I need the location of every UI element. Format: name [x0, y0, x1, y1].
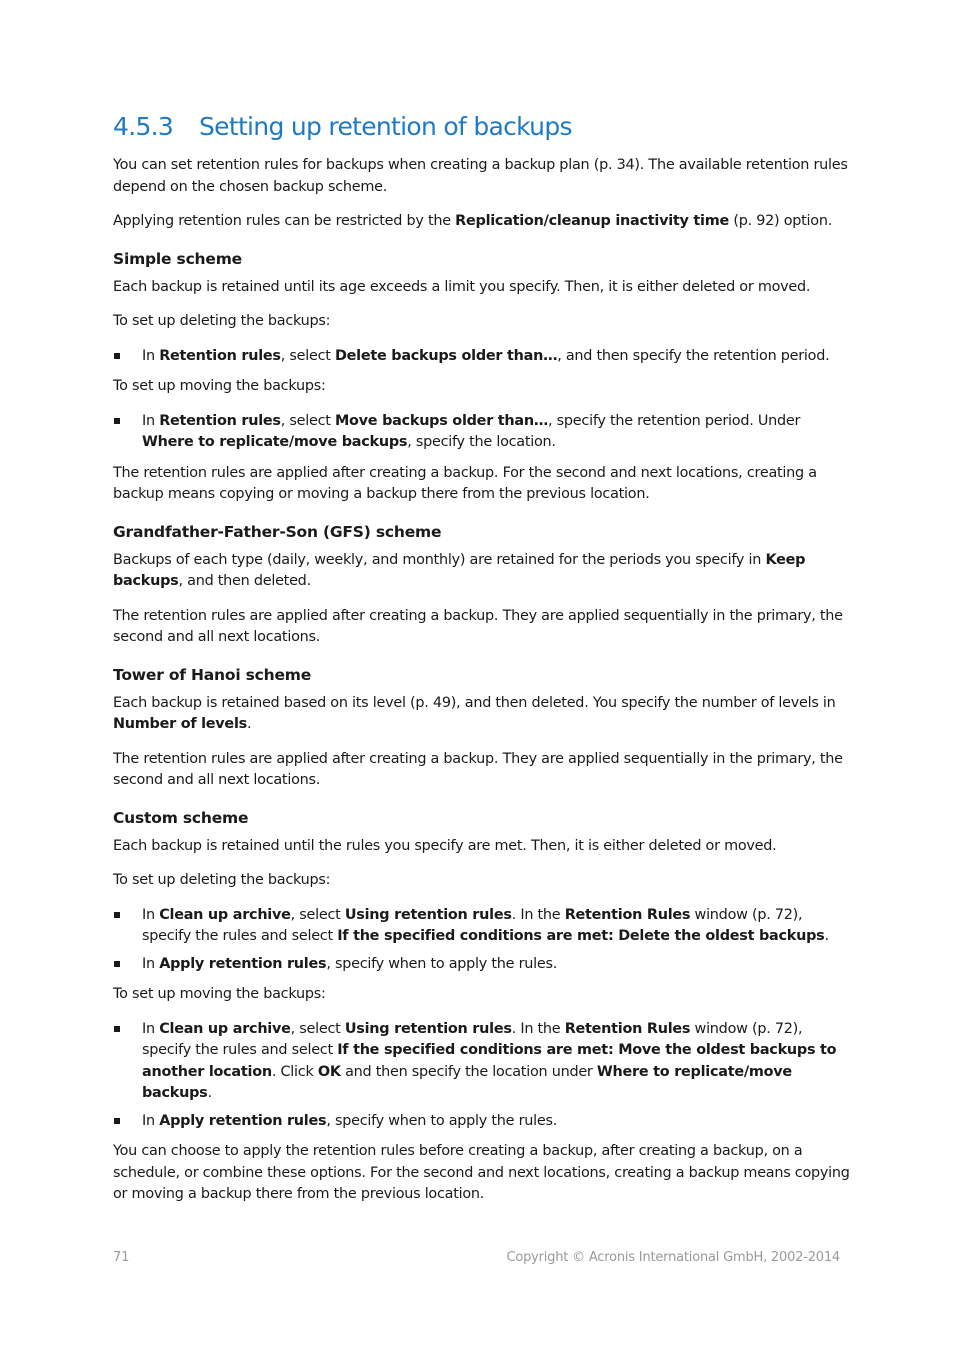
bold-text: Using retention rules	[344, 906, 512, 923]
subsection-heading: Grandfather-Father-Son (GFS) scheme	[113, 522, 442, 541]
bold-text: Retention Rules	[564, 906, 691, 923]
text-run: You can set retention rules for backups when creating a backup plan (p. 34). The available retention rules depend on the chosen backup scheme.	[113, 157, 848, 195]
text-run: Each backup is retained until its age exceeds a limit you specify. Then, it is either deleted or moved.	[113, 278, 811, 295]
paragraph	[113, 606, 853, 649]
text-run: , and then specify the retention period.	[557, 347, 830, 364]
list-item	[113, 1019, 853, 1105]
text-run: .	[207, 1085, 212, 1101]
text-run: In	[142, 412, 160, 429]
bold-text: Apply retention rules	[159, 1112, 327, 1129]
text-run: .	[246, 716, 252, 732]
bold-text: Clean up archive	[159, 906, 291, 923]
bold-text: Clean up archive	[159, 1020, 291, 1037]
text-run: In	[142, 1020, 160, 1037]
bold-text: Number of levels	[113, 716, 247, 732]
bold-text: Replication/cleanup inactivity time	[455, 213, 729, 229]
bullet-list	[113, 1019, 853, 1133]
section-number: 4.5.3	[113, 112, 174, 141]
paragraph	[113, 211, 853, 233]
text-run: window (p. 72), specify the rules and select	[142, 906, 803, 944]
text-run: To set up moving the backups:	[113, 986, 326, 1002]
text-run: , specify when to apply the rules.	[326, 1112, 558, 1129]
text-run: To set up deleting the backups:	[113, 313, 331, 329]
bold-text: If the specified conditions are met: Move the oldest backups to another location	[142, 1042, 837, 1080]
text-run: , select	[290, 906, 345, 923]
text-run: Each backup is retained until the rules you specify are met. Then, it is either deleted or moved.	[113, 837, 777, 854]
list-item	[113, 1111, 853, 1133]
text-run: You can choose to apply the retention rules before creating a backup, after creating a backup, on a schedule, or combine these options. For the second and next locations, creating a backup means copying or moving a backup there from the previous location.	[113, 1143, 850, 1202]
text-run: Backups of each type (daily, weekly, and monthly) are retained for the periods you specify in	[113, 551, 766, 568]
paragraph	[113, 277, 853, 299]
bullet-list	[113, 411, 853, 454]
copyright: Copyright © Acronis International GmbH, 2002-2014	[506, 1250, 840, 1265]
text-run: , specify when to apply the rules.	[326, 955, 558, 972]
bold-text: Where to replicate/move backups	[142, 1063, 792, 1101]
bold-text: Retention rules	[159, 347, 281, 364]
subsection-heading: Simple scheme	[113, 249, 242, 268]
page-footer	[113, 1250, 840, 1265]
text-run: window (p. 72), specify the rules and select	[142, 1020, 803, 1058]
text-run: , select	[290, 1020, 345, 1037]
bold-text: Using retention rules	[344, 1020, 512, 1037]
paragraph	[113, 870, 853, 892]
subsection-heading: Tower of Hanoi scheme	[113, 665, 312, 684]
square-bullet-icon	[114, 1118, 120, 1124]
text-run: In	[142, 906, 160, 923]
text-run: , select	[280, 412, 335, 429]
list-item	[113, 411, 853, 454]
text-run: , specify the location.	[407, 434, 556, 450]
text-run: In	[142, 955, 160, 972]
text-run: (p. 92) option.	[729, 213, 833, 229]
text-run: . In the	[511, 906, 565, 923]
paragraph	[113, 463, 853, 506]
text-run: To set up moving the backups:	[113, 378, 326, 394]
text-run: , specify the retention period. Under	[548, 412, 801, 429]
bold-text: OK	[317, 1063, 341, 1080]
bold-text: Where to replicate/move backups	[142, 434, 408, 450]
paragraph	[113, 749, 853, 792]
bold-text: Delete backups older than…	[334, 347, 558, 364]
square-bullet-icon	[114, 353, 120, 359]
text-run: Applying retention rules can be restricted by the	[113, 213, 456, 229]
paragraph	[113, 1141, 853, 1206]
square-bullet-icon	[114, 912, 120, 918]
text-run: The retention rules are applied after creating a backup. They are applied sequentially in the primary, the second and all next locations.	[113, 750, 843, 788]
text-run: , select	[280, 347, 335, 364]
bold-text: Keep backups	[113, 551, 806, 589]
bold-text: Retention rules	[159, 412, 281, 429]
list-item	[113, 954, 853, 976]
paragraph	[113, 376, 853, 398]
text-run: .	[824, 928, 829, 944]
page-number: 71	[113, 1250, 130, 1265]
bold-text: Apply retention rules	[159, 955, 327, 972]
subsection-heading: Custom scheme	[113, 808, 249, 827]
text-run: The retention rules are applied after creating a backup. They are applied sequentially in the primary, the second and all next locations.	[113, 607, 843, 645]
text-run: . In the	[511, 1020, 565, 1037]
section-heading	[113, 112, 853, 141]
bullet-list	[113, 346, 853, 368]
document-page	[113, 112, 853, 1219]
paragraph	[113, 550, 853, 593]
paragraph	[113, 984, 853, 1006]
text-run: To set up deleting the backups:	[113, 872, 331, 888]
text-run: . Click	[271, 1063, 318, 1080]
paragraph	[113, 311, 853, 333]
square-bullet-icon	[114, 961, 120, 967]
text-run: The retention rules are applied after creating a backup. For the second and next locations, creating a backup means copying or moving a backup there from the previous location.	[113, 464, 817, 502]
bold-text: Retention Rules	[564, 1020, 691, 1037]
bold-text: Move backups older than…	[334, 412, 549, 429]
square-bullet-icon	[114, 1026, 120, 1032]
intro	[113, 155, 853, 233]
sections	[113, 250, 853, 1206]
bullet-list	[113, 905, 853, 976]
paragraph	[113, 693, 853, 736]
square-bullet-icon	[114, 418, 120, 424]
text-run: and then specify the location under	[340, 1063, 597, 1080]
list-item	[113, 346, 853, 368]
text-run: , and then deleted.	[178, 573, 311, 589]
text-run: In	[142, 1112, 160, 1129]
paragraph	[113, 836, 853, 858]
bold-text: If the specified conditions are met: Delete the oldest backups	[337, 928, 825, 944]
text-run: Each backup is retained based on its level (p. 49), and then deleted. You specify the number of levels in	[113, 694, 836, 711]
list-item	[113, 905, 853, 948]
text-run: In	[142, 347, 160, 364]
section-title: Setting up retention of backups	[199, 112, 572, 141]
paragraph	[113, 155, 853, 198]
